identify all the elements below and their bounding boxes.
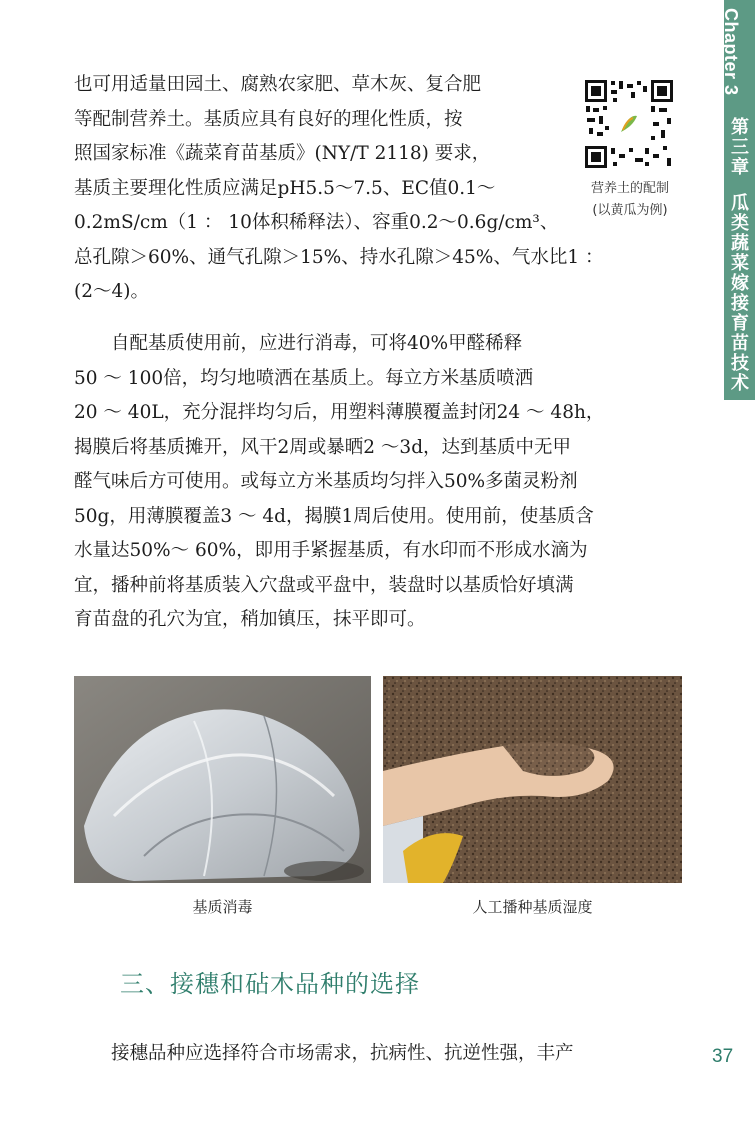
- paragraph-1: [74, 68, 604, 310]
- paragraph-1-line: 等配制营养土。基质应具有良好的理化性质，按: [74, 108, 463, 130]
- hand-substrate-image: [383, 676, 682, 883]
- paragraph-2-line: 50g，用薄膜覆盖3 ～ 4d，揭膜1周后使用。使用前，使基质含: [74, 505, 594, 527]
- chapter-label-cn-block: [729, 118, 751, 394]
- paragraph-2: [74, 327, 686, 638]
- chapter-title-cn: 瓜类蔬菜嫁接育苗技术: [731, 193, 749, 394]
- paragraph-1-line: 照国家标准《蔬菜育苗基质》(NY/T 2118) 要求，: [74, 143, 491, 164]
- paragraph-2-line: 育苗盘的孔穴为宜，稍加镇压，抹平即可。: [74, 609, 426, 630]
- chapter-number-cn: 第三章: [731, 117, 749, 178]
- photo-substrate-disinfection: [74, 676, 371, 883]
- page-number: 37: [712, 1046, 734, 1067]
- qr-caption-line: 营养土的配制: [590, 181, 669, 196]
- qr-code-icon: [583, 78, 675, 170]
- paragraph-1-line: 基质主要理化性质应满足pH5.5～7.5、EC值0.1～: [74, 177, 496, 199]
- paragraph-2-line: 20 ～ 40L，充分混拌均匀后，用塑料薄膜覆盖封闭24 ～ 48h，: [74, 402, 605, 423]
- paragraph-2-line: 50 ～ 100倍，均匀地喷洒在基质上。每立方米基质喷洒: [74, 367, 534, 389]
- photo-hand-substrate: [383, 676, 682, 883]
- paragraph-2-line: 揭膜后将基质摊开，风干2周或暴晒2 ～3d，达到基质中无甲: [74, 436, 572, 458]
- paragraph-2-line: 水量达50%～ 60%，即用手紧握基质，有水印而不形成水滴为: [74, 540, 588, 561]
- paragraph-3: [74, 1037, 686, 1072]
- paragraph-2-line: 宜，播种前将基质装入穴盘或平盘中，装盘时以基质恰好填满: [74, 574, 574, 596]
- qr-caption: [568, 178, 692, 222]
- qr-code[interactable]: [583, 78, 675, 170]
- paragraph-2-line: 醛气味后方可使用。或每立方米基质均匀拌入50%多菌灵粉剂: [74, 471, 578, 492]
- chapter-label-en: Chapter 3: [721, 8, 741, 96]
- paragraph-1-line: 0.2mS/cm（1 ： 10体积稀释法）、容重0.2～0.6g/cm³、: [74, 212, 559, 233]
- paragraph-1-line: (2～4)。: [74, 281, 149, 302]
- paragraph-2-line: 自配基质使用前，应进行消毒，可将40%甲醛稀释: [74, 333, 523, 354]
- qr-caption-line: (以黄瓜为例): [592, 203, 668, 218]
- plastic-film-image: [74, 676, 371, 883]
- paragraph-3-line: 接穗品种应选择符合市场需求，抗病性、抗逆性强，丰产: [74, 1043, 574, 1064]
- section-heading: 三、接穗和砧木品种的选择: [120, 970, 420, 998]
- paragraph-1-line: 也可用适量田园土、腐熟农家肥、草木灰、复合肥: [74, 74, 482, 95]
- paragraph-1-line: 总孔隙＞60%、通气孔隙＞15%、持水孔隙＞45%、气水比1 ：: [74, 246, 604, 268]
- photo-caption-left: 基质消毒: [192, 898, 253, 916]
- photo-caption-right: 人工播种基质湿度: [472, 898, 593, 916]
